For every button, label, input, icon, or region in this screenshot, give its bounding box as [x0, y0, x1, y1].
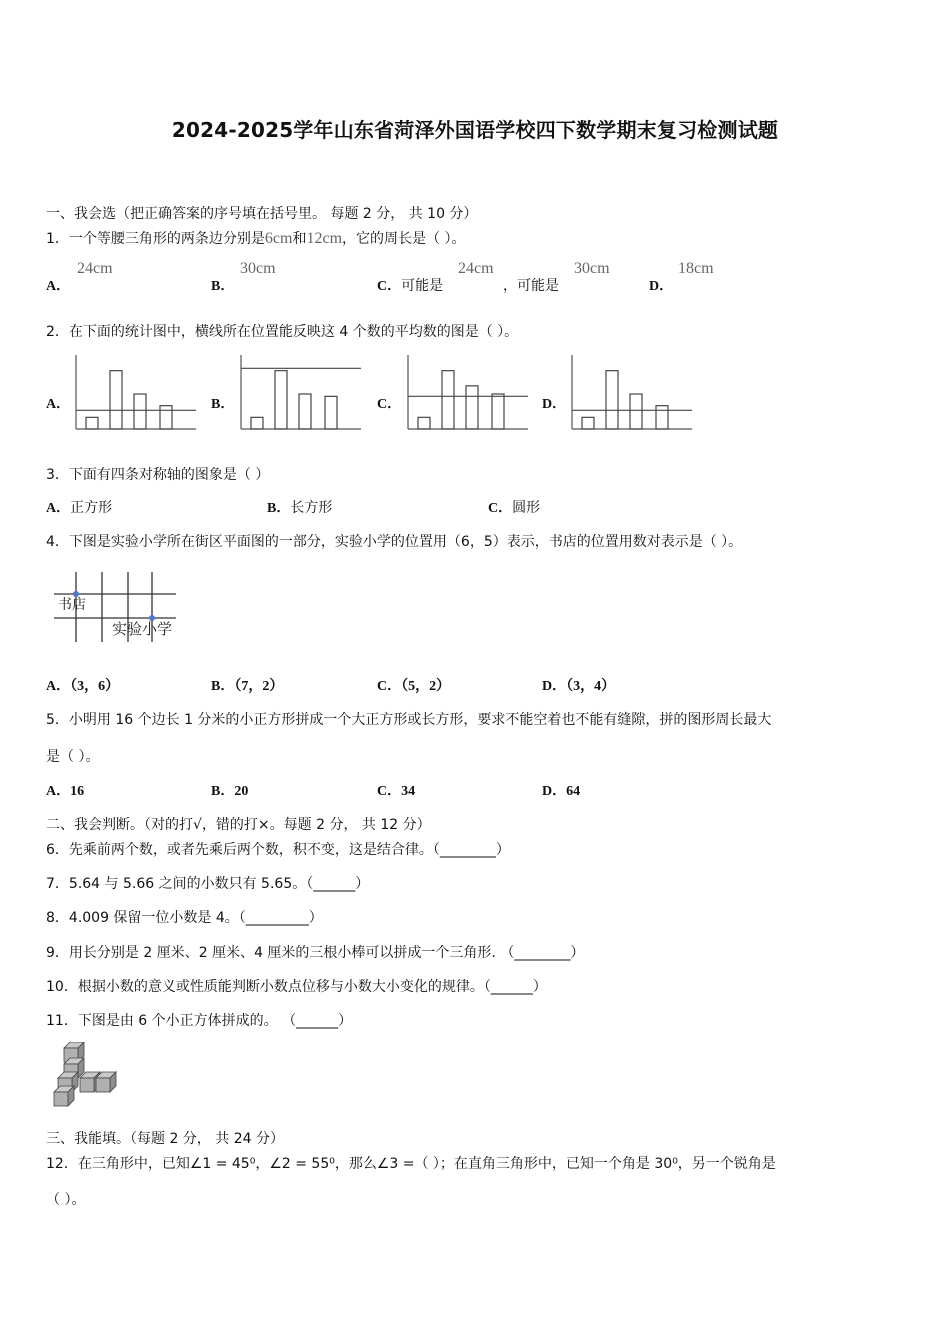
q4-school-label: 实验小学 [112, 620, 173, 638]
q4-option-c[interactable]: C．（5，2） [377, 679, 451, 694]
q4-option-b[interactable]: B．（7，2） [211, 679, 284, 694]
q3-option-b[interactable]: B．长方形 [267, 500, 333, 516]
question-5-line-2: 是（ ）。 [46, 749, 100, 765]
q2-chart-d[interactable] [570, 355, 694, 433]
chart-C-bar-2 [442, 371, 454, 429]
chart-A-bar-4 [160, 406, 172, 429]
q1-option-c-value-1: 24cm [458, 260, 494, 277]
q1-text-a: 1．一个等腰三角形的两条边分别是 [46, 231, 265, 247]
question-10: 10．根据小数的意义或性质能判断小数点位移与小数大小变化的规律。（______） [46, 979, 547, 995]
q5-option-c[interactable]: C．34 [377, 784, 416, 799]
question-3: 3．下面有四条对称轴的图象是（ ） [46, 467, 270, 483]
q4-map-svg [48, 568, 198, 646]
chart-B-bar-4 [325, 396, 337, 429]
q11-cubes-svg [52, 1042, 122, 1108]
section-3-heading: 三、我能填。（每题 2 分， 共 24 分） [46, 1131, 284, 1147]
q1-option-a-value: 24cm [77, 260, 113, 277]
q1-option-c-pre: 可能是 [401, 278, 444, 294]
q2-chart-b-svg [239, 355, 363, 433]
question-12-line-2: （ ）。 [46, 1192, 86, 1208]
q4-option-d[interactable]: D．（3，4） [542, 679, 616, 694]
chart-A-bar-1 [86, 417, 98, 429]
q2-chart-d-svg [570, 355, 694, 433]
q4-bookstore-label: 书店 [58, 597, 86, 613]
question-2: 2．在下面的统计图中，横线所在位置能反映这 4 个数的平均数的图是（ ）。 [46, 324, 519, 340]
question-7: 7．5.64 与 5.66 之间的小数只有 5.65。（______） [46, 876, 370, 892]
question-11: 11．下图是由 6 个小正方体拼成的。 （______） [46, 1013, 353, 1029]
q1-option-a-label[interactable]: A． [46, 279, 71, 294]
question-5-line-1: 5．小明用 16 个边长 1 分米的小正方形拼成一个大正方形或长方形，要求不能空着也不能有缝隙，拼的图形周长最大 [46, 712, 772, 728]
question-4: 4．下图是实验小学所在街区平面图的一部分，实验小学的位置用（6，5）表示，书店的位置用数对表示是（ ）。 [46, 534, 743, 550]
q5-option-b[interactable]: B．20 [211, 784, 249, 799]
q1-text-c: ，它的周长是（ ）。 [342, 231, 466, 247]
q2-option-d-label[interactable]: D． [542, 397, 567, 412]
q1-option-c-label[interactable]: C．可能是 [377, 278, 444, 294]
section-1-heading: 一、我会选（把正确答案的序号填在括号里。 每题 2 分， 共 10 分） [46, 206, 478, 222]
chart-D-bar-1 [582, 417, 594, 429]
q3-option-a[interactable]: A．正方形 [46, 500, 113, 516]
section-2-heading: 二、我会判断。（对的打√，错的打×。每题 2 分， 共 12 分） [46, 817, 431, 833]
q2-chart-c-svg [406, 355, 530, 433]
q2-chart-b[interactable] [239, 355, 363, 433]
question-6: 6．先乘前两个数，或者先乘后两个数，积不变，这是结合律。（________） [46, 842, 510, 858]
q2-chart-a-svg [74, 355, 198, 433]
chart-B-bar-3 [299, 394, 311, 429]
q1-value-1: 6cm [264, 230, 293, 247]
q11-cubes-figure [52, 1042, 122, 1112]
q1-value-2: 12cm [306, 230, 343, 247]
q1-text-b: 和 [292, 231, 307, 247]
chart-C-bar-1 [418, 417, 430, 429]
q1-option-c-mid: ，可能是 [503, 278, 559, 294]
chart-D-bar-2 [606, 371, 618, 429]
q3-option-c[interactable]: C．圆形 [488, 500, 541, 516]
question-8: 8．4.009 保留一位小数是 4。（_________） [46, 910, 323, 926]
q1-option-d-value: 18cm [678, 260, 714, 277]
q2-chart-a[interactable] [74, 355, 198, 433]
q2-chart-c[interactable] [406, 355, 530, 433]
q2-option-c-label[interactable]: C． [377, 397, 402, 412]
chart-D-bar-4 [656, 406, 668, 429]
q5-option-a[interactable]: A．16 [46, 784, 85, 799]
q1-option-b-label[interactable]: B． [211, 279, 235, 294]
chart-A-bar-3 [134, 394, 146, 429]
q1-option-c-value-2: 30cm [574, 260, 610, 277]
q1-option-b-value: 30cm [240, 260, 276, 277]
page-title: 2024-2025学年山东省菏泽外国语学校四下数学期末复习检测试题 [171, 118, 779, 142]
chart-B-bar-1 [251, 417, 263, 429]
question-9: 9．用长分别是 2 厘米、2 厘米、4 厘米的三根小棒可以拼成一个三角形. （________） [46, 945, 585, 961]
chart-A-bar-2 [110, 371, 122, 429]
chart-B-bar-2 [275, 371, 287, 429]
chart-C-bar-4 [492, 394, 504, 429]
chart-C-bar-3 [466, 386, 478, 429]
q4-street-map [48, 568, 198, 650]
q2-option-a-label[interactable]: A． [46, 397, 71, 412]
q5-option-d[interactable]: D．64 [542, 784, 581, 799]
chart-D-bar-3 [630, 394, 642, 429]
q4-option-a[interactable]: A．（3，6） [46, 679, 120, 694]
q2-option-b-label[interactable]: B． [211, 397, 235, 412]
q1-option-d-label[interactable]: D． [649, 279, 674, 294]
question-1 [46, 228, 465, 248]
question-12-line-1: 12．在三角形中，已知∠1 = 45⁰，∠2 = 55⁰，那么∠3 =（ ）；在直角三角形中，已知一个角是 30⁰，另一个锐角是 [46, 1156, 776, 1172]
